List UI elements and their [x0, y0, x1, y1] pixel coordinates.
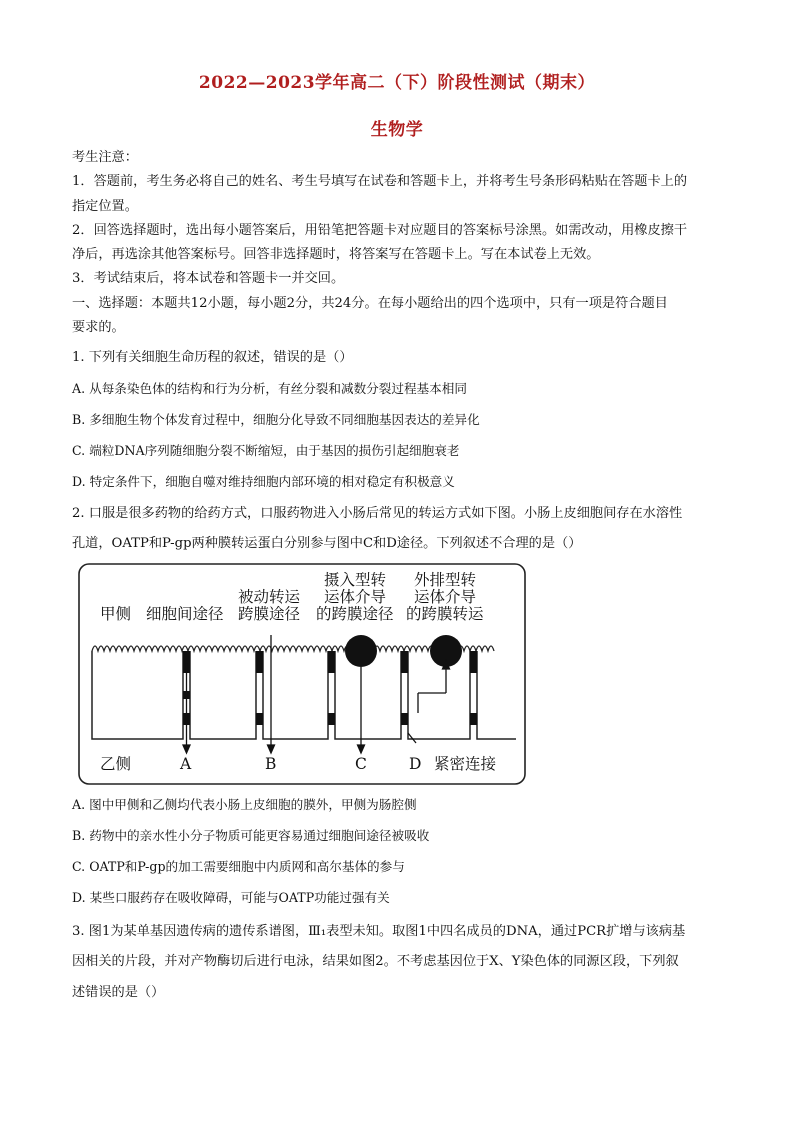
q1-option-c: C. 端粒DNA序列随细胞分裂不断缩短，由于基因的损伤引起细胞衰老: [72, 443, 460, 458]
notice-heading: 考生注意：: [72, 150, 138, 165]
route-d-label: D: [409, 755, 422, 773]
passive-route-label: 跨膜途径: [238, 605, 301, 623]
q3-stem: 3. 图1为某单基因遗传病的遗传系谱图，Ⅲ₁表型未知。取图1中四名成员的DNA，通过PCR扩增与该病基: [72, 924, 686, 939]
side-bottom-label: 乙侧: [100, 755, 132, 773]
q2-option-a: A. 图中甲侧和乙侧均代表小肠上皮细胞的膜外，甲侧为肠腔侧: [72, 797, 417, 812]
uptake-route-label: 的跨膜途径: [316, 605, 394, 623]
efflux-route-label: 运体介导: [414, 588, 477, 606]
uptake-transporter-icon: [345, 635, 377, 667]
efflux-route-label: 的跨膜转运: [406, 605, 484, 623]
efflux-route-label: 外排型转: [414, 571, 477, 589]
subject-title: 生物学: [370, 120, 424, 140]
uptake-route-label: 摄入型转: [324, 571, 387, 589]
route-b-label: B: [265, 755, 277, 773]
q1-option-a: A. 从每条染色体的结构和行为分析，有丝分裂和减数分裂过程基本相同: [72, 381, 467, 396]
q3-stem: 因相关的片段，并对产物酶切后进行电泳，结果如图2。不考虑基因位于X、Y染色体的同源区段，下列叙: [72, 954, 679, 969]
section-heading: 要求的。: [72, 320, 125, 335]
q3-stem: 述错误的是（）: [72, 985, 165, 1000]
notice-line: 净后，再选涂其他答案标号。回答非选择题时，将答案写在答题卡上。写在本试卷上无效。: [72, 247, 600, 262]
side-top-label: 甲侧: [100, 605, 132, 623]
intercellular-route-label: 细胞间途径: [146, 605, 224, 623]
q2-option-b: B. 药物中的亲水性小分子物质可能更容易通过细胞间途径被吸收: [72, 828, 430, 843]
notice-line: 3．考试结束后，将本试卷和答题卡一并交回。: [72, 271, 345, 286]
tight-junction-label: 紧密连接: [434, 755, 497, 773]
notice-line: 1．答题前，考生务必将自己的姓名、考生号填写在试卷和答题卡上，并将考生号条形码粘贴在答题卡上的: [72, 174, 688, 189]
q1-stem: 1. 下列有关细胞生命历程的叙述，错误的是（）: [72, 350, 353, 365]
route-c-label: C: [355, 755, 367, 773]
notice-line: 指定位置。: [72, 199, 138, 214]
q1-option-b: B. 多细胞生物个体发育过程中，细胞分化导致不同细胞基因表达的差异化: [72, 412, 480, 427]
route-a-label: A: [180, 755, 192, 773]
section-heading: 一、选择题：本题共12小题，每小题2分，共24分。在每小题给出的四个选项中，只有一项是符合题目: [72, 296, 668, 311]
transport-figure: [78, 563, 526, 785]
notice-line: 2．回答选择题时，选出每小题答案后，用铅笔把答题卡对应题目的答案标号涂黑。如需改动，用橡皮擦干: [72, 223, 688, 238]
q2-stem: 孔道，OATP和P-gp两种膜转运蛋白分别参与图中C和D途径。下列叙述不合理的是（）: [72, 536, 582, 551]
passive-route-label: 被动转运: [238, 588, 301, 606]
q2-option-d: D. 某些口服药存在吸收障碍，可能与OATP功能过强有关: [72, 890, 390, 905]
q1-option-d: D. 特定条件下，细胞自噬对维持细胞内部环境的相对稳定有积极意义: [72, 474, 455, 489]
uptake-route-label: 运体介导: [324, 588, 387, 606]
exam-title: 2022—2023学年高二（下）阶段性测试（期末）: [198, 73, 596, 93]
q2-stem: 2. 口服是很多药物的给药方式，口服药物进入小肠后常见的转运方式如下图。小肠上皮细胞间存在水溶性: [72, 506, 683, 521]
q2-option-c: C. OATP和P-gp的加工需要细胞中内质网和高尔基体的参与: [72, 859, 405, 874]
